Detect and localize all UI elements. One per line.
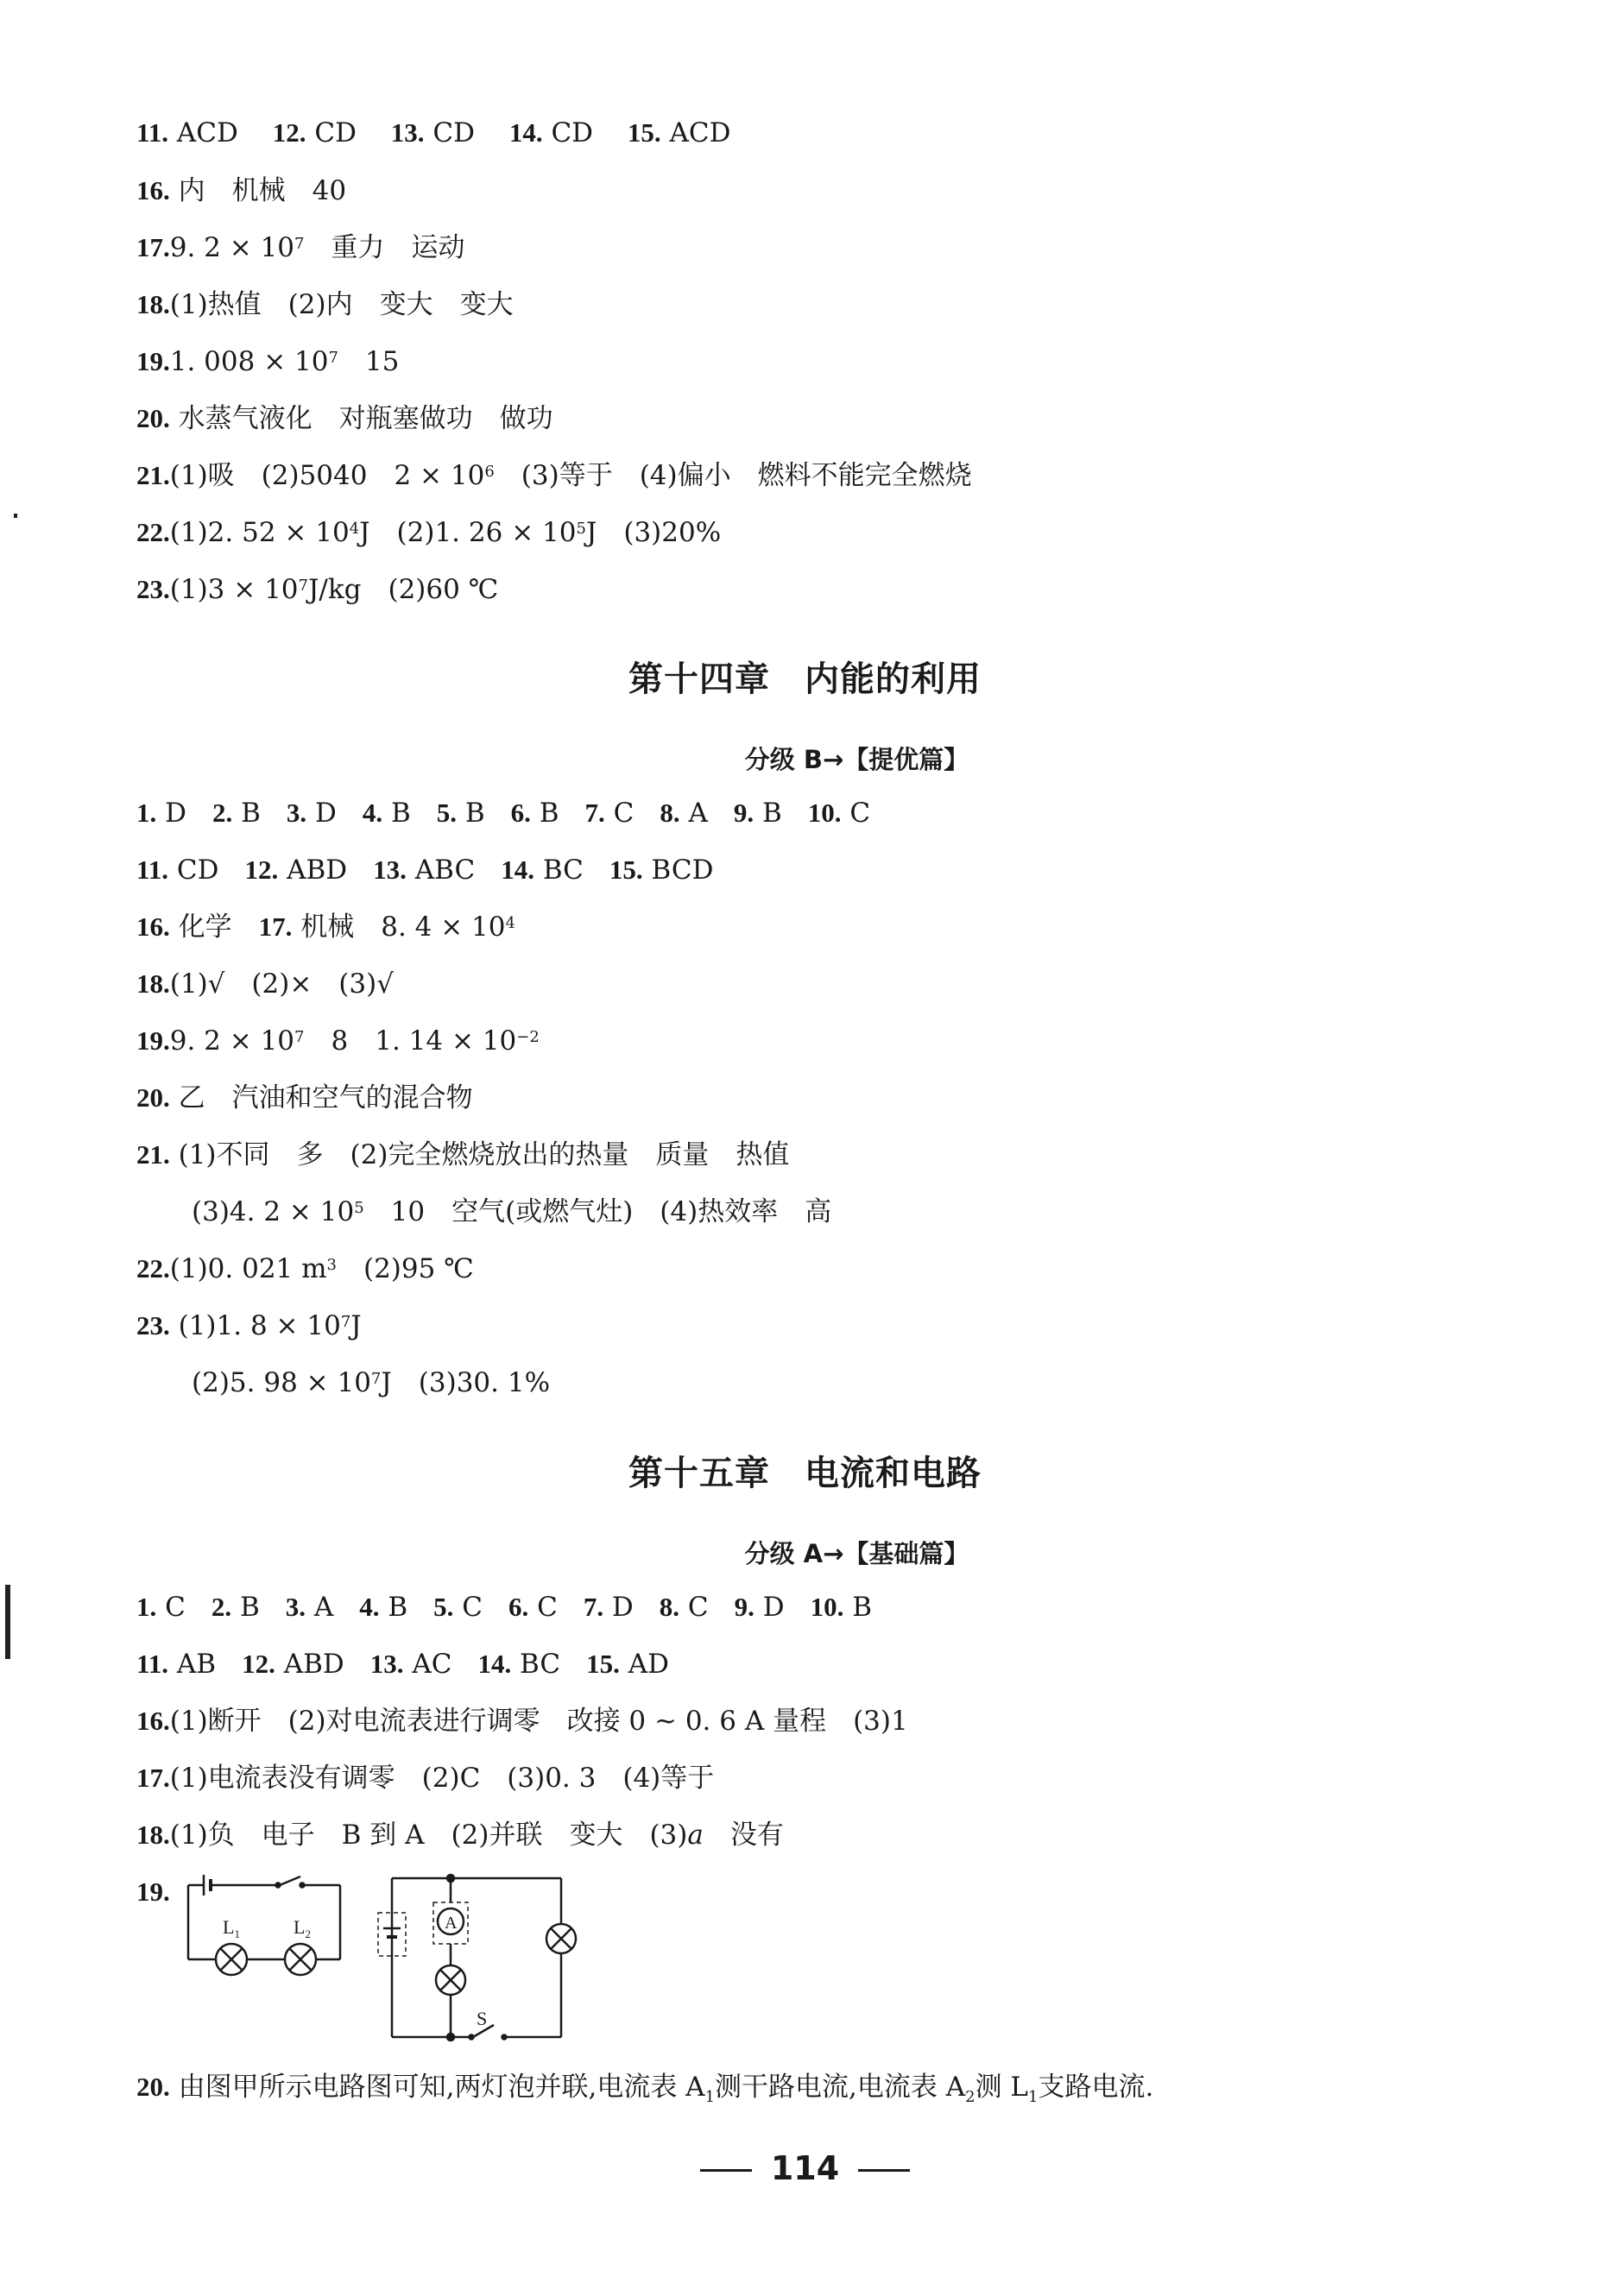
answer-item: 3. D [286, 798, 337, 829]
answer-23: $23.(1)3 \times 10^7J/kg$ (2)60 ℃ [136, 574, 499, 605]
answer-item: 8. A [660, 798, 708, 829]
parallel-circuit-diagram [378, 1875, 576, 2041]
ch15-answers-1-10 [136, 1590, 898, 1624]
answer-22: 22.(1)2. $52 \times 10^4J$ (2)1. $26 \times 10^5J$ (3)20% [136, 517, 722, 548]
chapter-14-heading: 第十四章 内能的利用 [628, 659, 982, 699]
answer-item: 2. B [212, 798, 261, 829]
ch14-answer-22: 22.(1)0. 021 $m^3$ (2)95 ℃ [136, 1253, 474, 1284]
ch15-answer-19-label: 19. [136, 1877, 170, 1907]
answer-item: 14. BC [477, 1649, 561, 1680]
answer-item: 15. BCD [609, 855, 714, 886]
scan-speck [14, 514, 17, 518]
answer-item: 11. AB [136, 1649, 217, 1680]
scan-edge-mark [5, 1585, 10, 1659]
answer-17: 17.9. $2 \times 10^7$ 重力 运动 [136, 232, 465, 263]
ch15-answer-17: 17.(1)电流表没有调零 (2)C (3)0. 3 (4)等于 [136, 1763, 715, 1794]
answer-item: 13. AC [369, 1649, 452, 1680]
answer-item: 8. C [659, 1592, 709, 1623]
answer-20: 20. 水蒸气液化 对瓶塞做功 做功 [136, 403, 553, 434]
answer-item: 14. BC [501, 855, 584, 886]
switch-s-label: S [477, 2008, 488, 2029]
ammeter-label: A [445, 1914, 458, 1933]
answer-item: 1. C [136, 1592, 186, 1623]
answer-item: 9. B [733, 798, 782, 829]
answer-item: 12. ABD [242, 1649, 344, 1680]
answer-19: 19.1. $008 \times 10^7$ 15 [136, 346, 400, 377]
answers-11-15: 11. ACD 12. CD 13. CD 14. CD 15. ACD [136, 117, 731, 148]
answer-18: 18.(1)热值 (2)内 变大 变大 [136, 289, 514, 320]
answer-item: 12. ABD [244, 855, 348, 886]
answer-item: 3. A [285, 1592, 334, 1623]
ch14-answer-21-cont: (3)4. $2 \times 10^5$ 10 空气(或燃气灶) (4)热效率 高 [192, 1196, 832, 1227]
answer-21: 21.(1)吸 (2)5040 $2 \times 10^6$ (3)等于 (4)偏小 燃料不能完全燃烧 [136, 460, 972, 491]
answer-item: 13. ABC [373, 855, 476, 886]
answer-item: 9. D [734, 1592, 785, 1623]
ch14-answer-20: 20. 乙 汽油和空气的混合物 [136, 1082, 473, 1113]
ch15-answer-18: 18.(1)负 电子 B 到 A (2)并联 变大 (3)a 没有 [136, 1820, 784, 1851]
answer-item: 7. C [584, 798, 635, 829]
answer-item: 10. C [807, 798, 871, 829]
ch14-answer-21: 21. (1)不同 多 (2)完全燃烧放出的热量 质量 热值 [136, 1139, 790, 1170]
answer-item: 15. AD [586, 1649, 669, 1680]
circuit-diagrams [173, 1871, 587, 2044]
ch14-answer-18: 18.(1)√ (2)× (3)√ [136, 968, 394, 1000]
answer-item: 4. B [362, 798, 411, 829]
answer-item: 5. B [436, 798, 485, 829]
series-circuit-diagram [188, 1875, 340, 1975]
answer-item: 6. B [510, 798, 559, 829]
ch14-answer-23-cont: (2)5. $98 \times 10^7J$ (3)30. 1% [192, 1367, 551, 1398]
ch15-answer-20: 20. 由图甲所示电路图可知,两灯泡并联,电流表 $A_1$测干路电流,电流表 $A_2$测 $L_1$支路电流. [136, 2072, 1154, 2107]
ch14-answers-11-15 [136, 853, 739, 887]
answer-item: 2. B [211, 1592, 260, 1623]
level-b-heading: 分级 B→【提优篇】 [744, 745, 969, 774]
ch15-answer-16: 16.(1)断开 (2)对电流表进行调零 改接 0 ~ 0. 6 A 量程 (3)1 [136, 1706, 908, 1737]
answer-item: 4. B [359, 1592, 408, 1623]
answer-item: 7. D [583, 1592, 634, 1623]
ch14-answer-23: 23. (1)1. $8 \times 10^7J$ [136, 1310, 362, 1341]
ch14-answers-1-10 [136, 796, 896, 830]
ch14-answer-19: 19.9. $2 \times 10^7$ 8 1. $14 \times 10^{-2}$ [136, 1025, 540, 1057]
page-number: 114 [0, 2149, 1610, 2187]
answer-16: 16. 内 机械 40 [136, 175, 347, 206]
chapter-15-heading: 第十五章 电流和电路 [628, 1454, 982, 1493]
lamp-l1-label: $L_1$ [223, 1916, 240, 1940]
answer-item: 6. C [508, 1592, 558, 1623]
lamp-l2-label: $L_2$ [294, 1916, 311, 1940]
ch15-answers-11-15 [136, 1647, 695, 1681]
answer-item: 10. B [810, 1592, 872, 1623]
answer-item: 11. CD [136, 855, 219, 886]
ch14-answer-16-17: 16. 化学 17. 机械 8. $4 \times 10^4$ [136, 911, 515, 943]
answer-item: 5. C [433, 1592, 483, 1623]
level-a-heading: 分级 A→【基础篇】 [744, 1539, 969, 1568]
answer-item: 1. D [136, 798, 186, 829]
